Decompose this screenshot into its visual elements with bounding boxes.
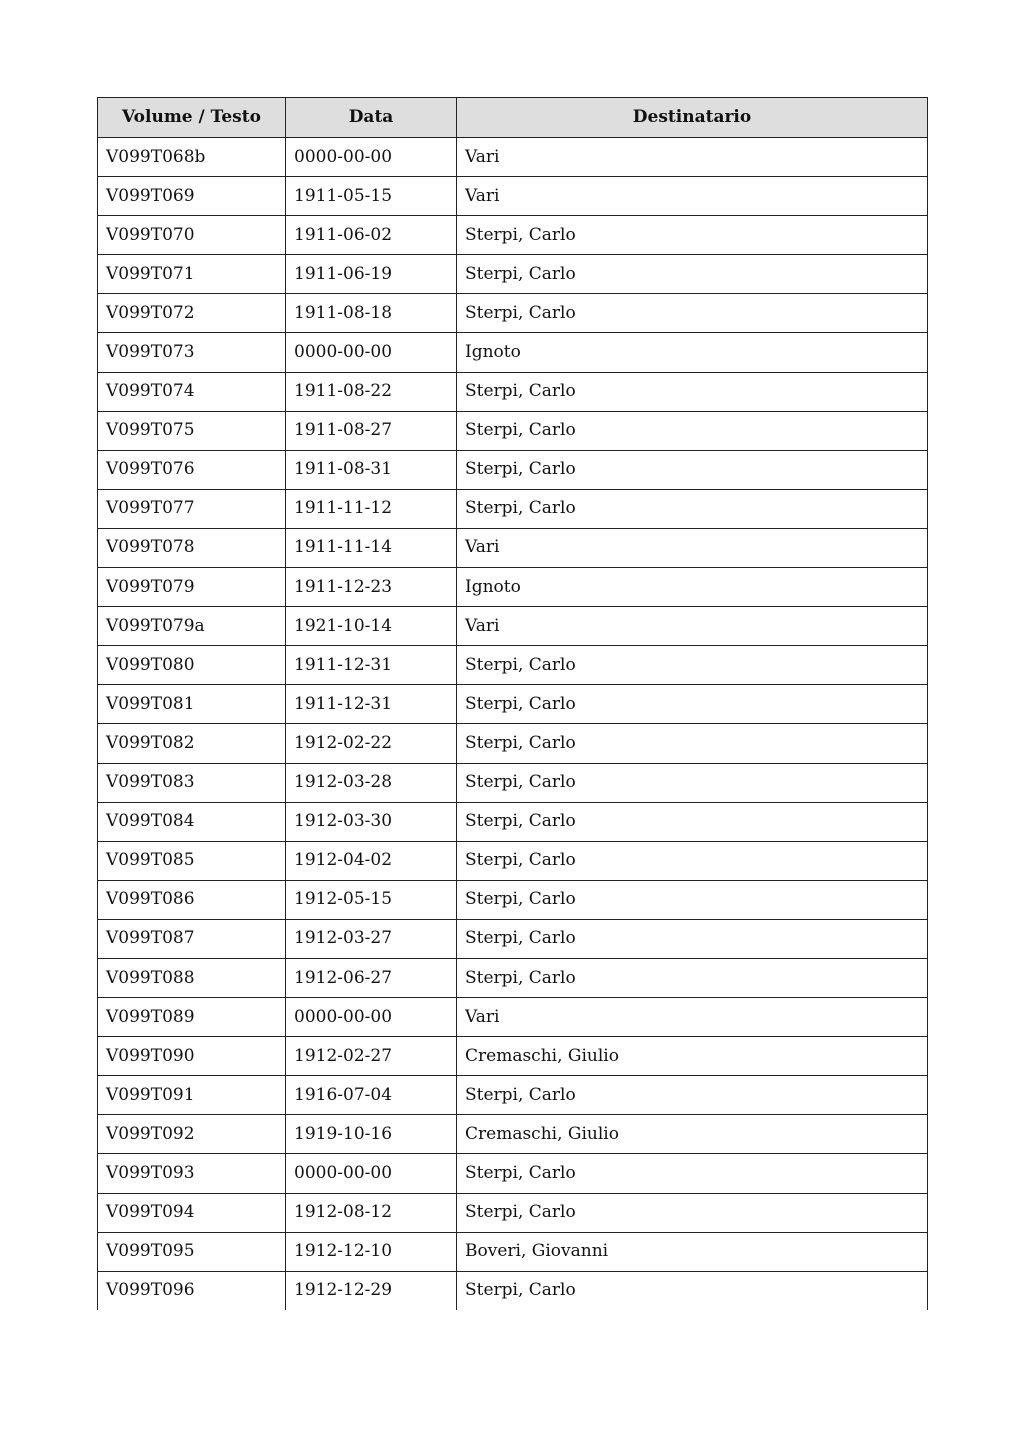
cell-destinatario: Vari xyxy=(457,607,928,646)
cell-volume-testo: V099T071 xyxy=(98,255,286,294)
cell-data: 1912-03-30 xyxy=(286,802,457,841)
cell-destinatario: Sterpi, Carlo xyxy=(457,724,928,763)
cell-volume-testo: V099T093 xyxy=(98,1154,286,1193)
table-row xyxy=(98,1037,928,1076)
cell-volume-testo: V099T092 xyxy=(98,1115,286,1154)
table-row xyxy=(98,802,928,841)
table-row xyxy=(98,1154,928,1193)
cell-destinatario: Vari xyxy=(457,138,928,177)
cell-destinatario: Vari xyxy=(457,177,928,216)
cell-volume-testo: V099T079a xyxy=(98,607,286,646)
cell-destinatario: Boveri, Giovanni xyxy=(457,1232,928,1271)
table-row xyxy=(98,333,928,372)
cell-destinatario: Sterpi, Carlo xyxy=(457,763,928,802)
cell-volume-testo: V099T087 xyxy=(98,919,286,958)
cell-destinatario: Vari xyxy=(457,998,928,1037)
cell-destinatario: Sterpi, Carlo xyxy=(457,685,928,724)
cell-volume-testo: V099T096 xyxy=(98,1271,286,1310)
cell-volume-testo: V099T079 xyxy=(98,568,286,607)
table-row xyxy=(98,138,928,177)
cell-data: 1911-06-19 xyxy=(286,255,457,294)
cell-volume-testo: V099T083 xyxy=(98,763,286,802)
table-row xyxy=(98,763,928,802)
cell-volume-testo: V099T076 xyxy=(98,450,286,489)
cell-destinatario: Sterpi, Carlo xyxy=(457,450,928,489)
cell-volume-testo: V099T081 xyxy=(98,685,286,724)
cell-data: 1912-02-27 xyxy=(286,1037,457,1076)
table-row xyxy=(98,685,928,724)
cell-volume-testo: V099T089 xyxy=(98,998,286,1037)
header-data: Data xyxy=(286,98,457,138)
cell-data: 1911-11-14 xyxy=(286,528,457,567)
cell-data: 0000-00-00 xyxy=(286,138,457,177)
cell-volume-testo: V099T072 xyxy=(98,294,286,333)
cell-data: 1912-02-22 xyxy=(286,724,457,763)
cell-destinatario: Sterpi, Carlo xyxy=(457,1271,928,1310)
cell-volume-testo: V099T074 xyxy=(98,372,286,411)
cell-destinatario: Sterpi, Carlo xyxy=(457,1076,928,1115)
table-header-row xyxy=(98,98,928,138)
cell-data: 1912-12-10 xyxy=(286,1232,457,1271)
table-row xyxy=(98,880,928,919)
letters-table xyxy=(97,97,928,1310)
cell-data: 1911-08-22 xyxy=(286,372,457,411)
cell-data: 0000-00-00 xyxy=(286,333,457,372)
cell-volume-testo: V099T095 xyxy=(98,1232,286,1271)
cell-volume-testo: V099T091 xyxy=(98,1076,286,1115)
table-row xyxy=(98,528,928,567)
cell-destinatario: Sterpi, Carlo xyxy=(457,919,928,958)
cell-data: 1912-03-28 xyxy=(286,763,457,802)
cell-data: 1912-05-15 xyxy=(286,880,457,919)
cell-destinatario: Sterpi, Carlo xyxy=(457,880,928,919)
table-row xyxy=(98,450,928,489)
cell-destinatario: Sterpi, Carlo xyxy=(457,1154,928,1193)
cell-destinatario: Sterpi, Carlo xyxy=(457,489,928,528)
cell-data: 1911-12-31 xyxy=(286,685,457,724)
document-page xyxy=(97,97,927,1310)
cell-destinatario: Sterpi, Carlo xyxy=(457,646,928,685)
cell-destinatario: Sterpi, Carlo xyxy=(457,1193,928,1232)
cell-volume-testo: V099T073 xyxy=(98,333,286,372)
cell-data: 1911-08-27 xyxy=(286,411,457,450)
cell-destinatario: Vari xyxy=(457,528,928,567)
table-row xyxy=(98,489,928,528)
cell-data: 1911-08-18 xyxy=(286,294,457,333)
cell-data: 1912-08-12 xyxy=(286,1193,457,1232)
cell-volume-testo: V099T082 xyxy=(98,724,286,763)
cell-volume-testo: V099T088 xyxy=(98,958,286,997)
cell-destinatario: Ignoto xyxy=(457,568,928,607)
table-row xyxy=(98,958,928,997)
table-row xyxy=(98,216,928,255)
cell-data: 1919-10-16 xyxy=(286,1115,457,1154)
table-row xyxy=(98,607,928,646)
cell-data: 1916-07-04 xyxy=(286,1076,457,1115)
table-row xyxy=(98,372,928,411)
cell-destinatario: Ignoto xyxy=(457,333,928,372)
cell-volume-testo: V099T086 xyxy=(98,880,286,919)
cell-data: 1912-12-29 xyxy=(286,1271,457,1310)
cell-volume-testo: V099T080 xyxy=(98,646,286,685)
cell-destinatario: Sterpi, Carlo xyxy=(457,411,928,450)
cell-data: 1911-12-31 xyxy=(286,646,457,685)
cell-volume-testo: V099T090 xyxy=(98,1037,286,1076)
table-row xyxy=(98,841,928,880)
cell-volume-testo: V099T084 xyxy=(98,802,286,841)
cell-data: 1911-06-02 xyxy=(286,216,457,255)
table-body xyxy=(98,138,928,1310)
cell-volume-testo: V099T069 xyxy=(98,177,286,216)
table-row xyxy=(98,294,928,333)
cell-destinatario: Cremaschi, Giulio xyxy=(457,1037,928,1076)
cell-volume-testo: V099T094 xyxy=(98,1193,286,1232)
cell-destinatario: Sterpi, Carlo xyxy=(457,802,928,841)
header-destinatario: Destinatario xyxy=(457,98,928,138)
cell-volume-testo: V099T070 xyxy=(98,216,286,255)
cell-data: 0000-00-00 xyxy=(286,1154,457,1193)
cell-volume-testo: V099T077 xyxy=(98,489,286,528)
table-row xyxy=(98,919,928,958)
cell-destinatario: Sterpi, Carlo xyxy=(457,841,928,880)
cell-data: 1912-06-27 xyxy=(286,958,457,997)
table-row xyxy=(98,411,928,450)
table-row xyxy=(98,177,928,216)
cell-volume-testo: V099T078 xyxy=(98,528,286,567)
cell-destinatario: Cremaschi, Giulio xyxy=(457,1115,928,1154)
cell-destinatario: Sterpi, Carlo xyxy=(457,216,928,255)
table-row xyxy=(98,724,928,763)
table-row xyxy=(98,1193,928,1232)
cell-destinatario: Sterpi, Carlo xyxy=(457,958,928,997)
table-row xyxy=(98,255,928,294)
table-row xyxy=(98,646,928,685)
cell-volume-testo: V099T068b xyxy=(98,138,286,177)
cell-volume-testo: V099T075 xyxy=(98,411,286,450)
table-row xyxy=(98,1232,928,1271)
cell-data: 1911-11-12 xyxy=(286,489,457,528)
cell-volume-testo: V099T085 xyxy=(98,841,286,880)
cell-data: 1912-04-02 xyxy=(286,841,457,880)
cell-destinatario: Sterpi, Carlo xyxy=(457,255,928,294)
cell-data: 1912-03-27 xyxy=(286,919,457,958)
cell-data: 0000-00-00 xyxy=(286,998,457,1037)
cell-destinatario: Sterpi, Carlo xyxy=(457,372,928,411)
header-volume-testo: Volume / Testo xyxy=(98,98,286,138)
table-row xyxy=(98,568,928,607)
table-row xyxy=(98,1076,928,1115)
cell-data: 1911-08-31 xyxy=(286,450,457,489)
cell-data: 1911-05-15 xyxy=(286,177,457,216)
cell-data: 1921-10-14 xyxy=(286,607,457,646)
cell-data: 1911-12-23 xyxy=(286,568,457,607)
table-row xyxy=(98,1271,928,1310)
table-row xyxy=(98,998,928,1037)
cell-destinatario: Sterpi, Carlo xyxy=(457,294,928,333)
table-row xyxy=(98,1115,928,1154)
